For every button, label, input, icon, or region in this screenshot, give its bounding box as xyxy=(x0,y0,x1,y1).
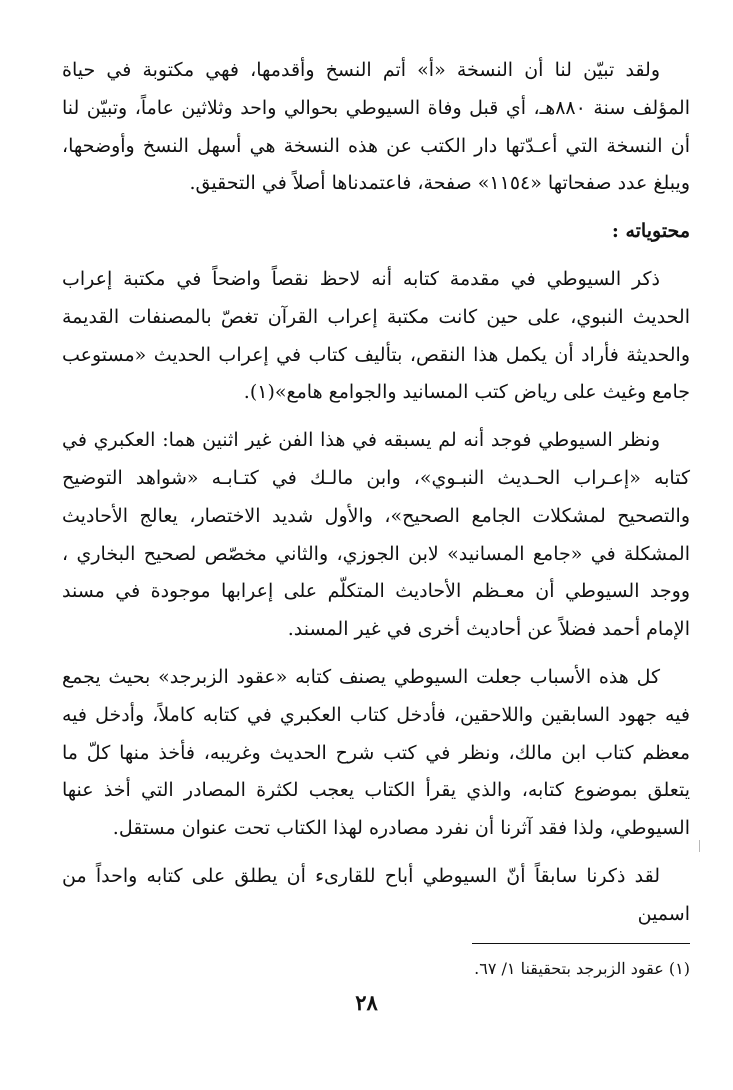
paragraph-content-1: ذكر السيوطي في مقدمة كتابه أنه لاحظ نقصاً واضحاً في مكتبة إعراب الحديث النبوي، على حين كانت مكتبة إعراب القرآن تغصّ بالمصنفات القديمة والحديثة فأراد أن يكمل هذا النقص، بتأليف كتاب في إعراب الحديث «مستوعب جامع وغيث على رياض كتب المسانيد والجوامع هامع»(١). xyxy=(62,267,690,404)
scan-edge-mark xyxy=(699,840,700,852)
paragraph-manuscript: ولقد تبيّن لنا أن النسخة «أ» أتم النسخ وأقدمها، فهي مكتوبة في حياة المؤلف سنة ٨٨٠هـ، أي قبل وفاة السيوطي بحوالي واحد وثلاثين عاماً، وتبيّن لنا أن النسخة التي أعـدّتها دار الكتب عن هذه النسخة هي أسهل النسخ وأوضحها، ويبلغ عدد صفحاتها «١١٥٤» صفحة، فاعتمدناها أصلاً في التحقيق. xyxy=(62,59,690,195)
paragraph-content-4: لقد ذكرنا سابقاً أنّ السيوطي أباح للقارىء أن يطلق على كتابه واحداً من اسمين xyxy=(62,864,690,925)
footnote: (١) عقود الزبرجد بتحقيقنا ١/ ٦٧. xyxy=(474,959,690,978)
paragraph-content-3: كل هذه الأسباب جعلت السيوطي يصنف كتابه «عقود الزبرجد» بحيث يجمع فيه جهود السابقين واللاحقين، فأدخل كتاب العكبري في كتابه كاملاً، وأدخل فيه معظم كتاب ابن مالك، ونظر في كتب شرح الحديث وغريبه، فأخذ منها كلّ ما يتعلق بموضوع كتابه، والذي يقرأ الكتاب يعجب لكثرة المصادر التي أخذ عنها السيوطي، ولذا فقد آثرنا أن نفرد مصادره لهذا الكتاب تحت عنوان مستقل. xyxy=(62,665,690,840)
main-text xyxy=(62,52,690,934)
page-number: ٢٨ xyxy=(355,990,378,1015)
section-heading: محتوياته : xyxy=(611,220,690,243)
paragraph-content-2: ونظر السيوطي فوجد أنه لم يسبقه في هذا الفن غير اثنين هما: العكبري في كتابه «إعـراب الحـديث النبـوي»، وابن مالـك في كتـابـه «شواهد التوضيح والتصحيح لمشكلات الجامع الصحيح»، والأول شديد الاختصار، يعالج الأحاديث المشكلة في «جامع المسانيد» لابن الجوزي، والثاني مخصّص لصحيح البخاري ، ووجد السيوطي أن معـظم الأحاديث المتكلّم على إعرابها موجودة في مسند الإمام أحمد فضلاً عن أحاديث أخرى في غير المسند. xyxy=(62,429,690,641)
footnote-divider xyxy=(472,943,690,944)
